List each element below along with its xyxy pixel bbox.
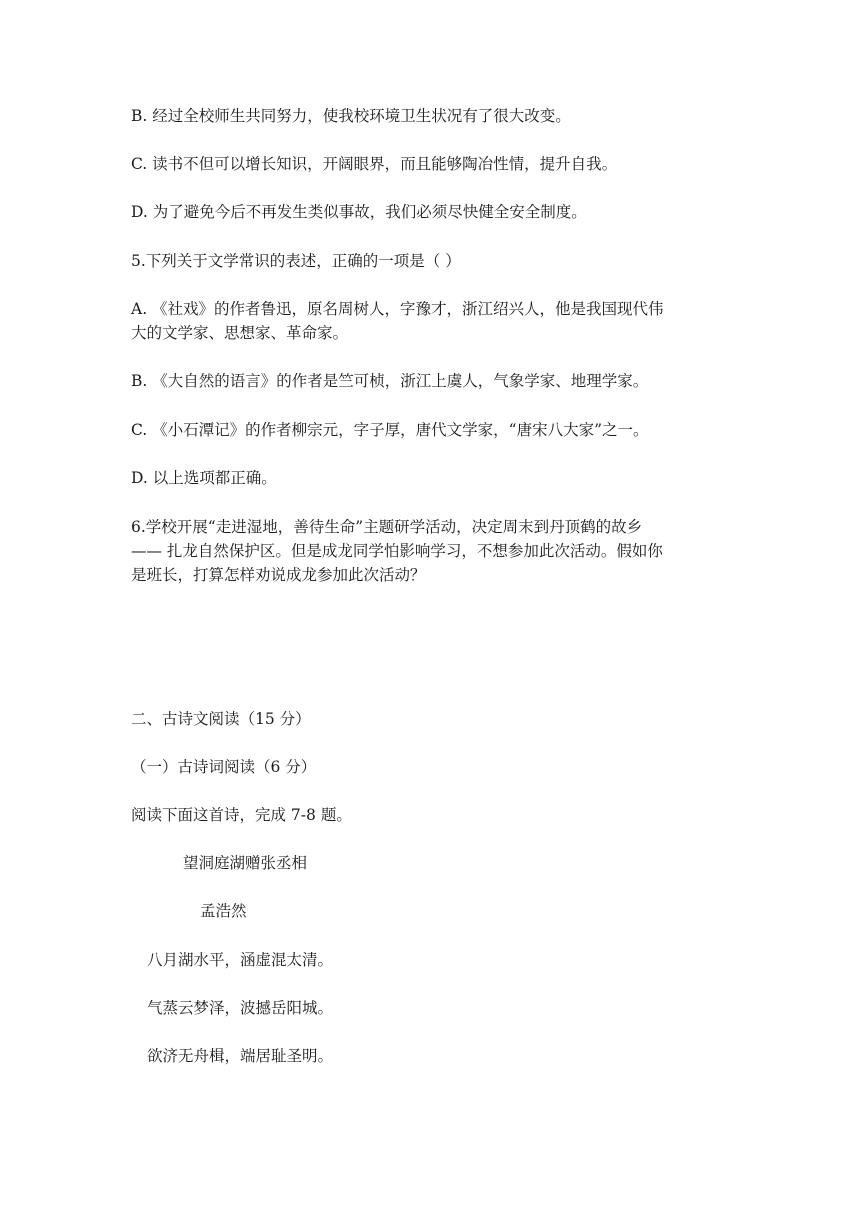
q5-stem: 5.下列关于文学常识的表述，正确的一项是（ ） bbox=[131, 252, 461, 270]
poem-author: 孟浩然 bbox=[200, 902, 247, 920]
section-heading: 二、古诗文阅读（15 分） bbox=[131, 710, 311, 728]
poem-line: 八月湖水平，涵虚混太清。 bbox=[147, 951, 334, 969]
q6-line3: 是班长，打算怎样劝说成龙参加此次活动？ bbox=[131, 566, 426, 584]
q5-option-d: D. 以上选项都正确。 bbox=[131, 469, 277, 487]
poem-title: 望洞庭湖赠张丞相 bbox=[183, 854, 308, 872]
q5-option-c: C. 《小石潭记》的作者柳宗元，字子厚，唐代文学家，“唐宋八大家”之一。 bbox=[131, 421, 649, 439]
q4-option-c: C. 读书不但可以增长知识，开阔眼界，而且能够陶冶性情，提升自我。 bbox=[131, 155, 618, 173]
q6-line1: 6.学校开展“走进湿地，善待生命”主题研学活动，决定周末到丹顶鹤的故乡 bbox=[131, 518, 643, 536]
poem-line: 气蒸云梦泽，波撼岳阳城。 bbox=[147, 999, 334, 1017]
q5-option-a-line2: 大的文学家、思想家、革命家。 bbox=[131, 324, 349, 342]
sub-section-heading: （一）古诗词阅读（6 分） bbox=[131, 758, 317, 776]
q6-line2: —— 扎龙自然保护区。但是成龙同学怕影响学习，不想参加此次活动。假如你 bbox=[131, 542, 663, 560]
q4-option-b: B. 经过全校师生共同努力，使我校环境卫生状况有了很大改变。 bbox=[131, 107, 571, 125]
q5-option-a-line1: A. 《社戏》的作者鲁迅，原名周树人，字豫才，浙江绍兴人，他是我国现代伟 bbox=[131, 300, 664, 318]
q4-option-d: D. 为了避免今后不再发生类似事故，我们必须尽快健全安全制度。 bbox=[131, 203, 587, 221]
poem-line: 欲济无舟楫，端居耻圣明。 bbox=[147, 1047, 334, 1065]
reading-instruction: 阅读下面这首诗，完成 7-8 题。 bbox=[131, 806, 352, 824]
q5-option-b: B. 《大自然的语言》的作者是竺可桢，浙江上虞人，气象学家、地理学家。 bbox=[131, 372, 649, 390]
